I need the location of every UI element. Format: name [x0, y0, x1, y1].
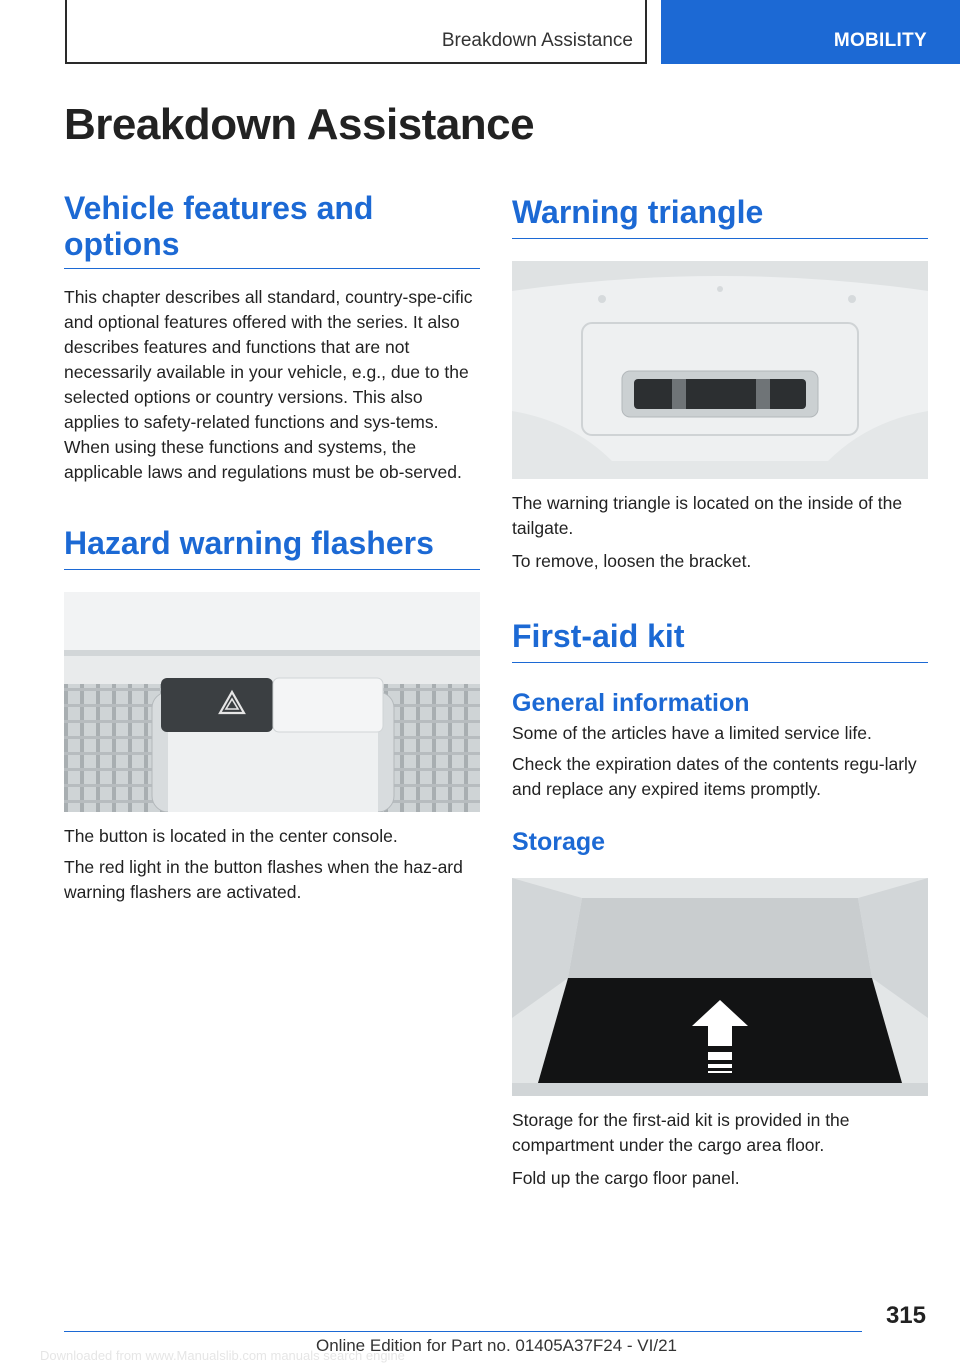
right-column — [512, 194, 928, 1191]
hazard-button-image — [64, 592, 480, 812]
vehicle-features-heading: Vehicle features and options — [64, 190, 480, 269]
warning-triangle-image — [512, 261, 928, 479]
edition-footer: Online Edition for Part no. 01405A37F24 - VI/21 — [316, 1336, 678, 1355]
left-column — [64, 190, 480, 905]
first-aid-heading: First-aid kit — [512, 618, 928, 663]
tailgate-illustration — [512, 261, 928, 479]
storage-image — [512, 878, 928, 1096]
storage-text-2: Fold up the cargo floor panel. — [512, 1168, 740, 1188]
page-number: 315 — [885, 1302, 926, 1329]
header-chapter-label: MOBILITY — [833, 30, 927, 51]
center-console-illustration — [64, 592, 480, 812]
warning-triangle-location-text: The warning triangle is located on the inside of the tailgate. — [512, 493, 903, 538]
vehicle-features-body: This chapter describes all standard, country-spe‐cific and optional features offered with the series. It also describes features and functions that are not necessarily available in your vehicle, e.g., due to the selected options or country versions. This also applies to safety-related functions and sys‐tems. When using these functions and systems, the applicable laws and regulations must be ob‐served. — [64, 287, 473, 482]
general-information-text-1: Some of the articles have a limited service life. — [512, 723, 872, 743]
header-section-title: Breakdown Assistance — [441, 30, 633, 51]
page-title: Breakdown Assistance — [64, 100, 535, 149]
storage-text-1: Storage for the first-aid kit is provided in the compartment under the cargo area floor. — [512, 1110, 850, 1155]
general-information-text-2: Check the expiration dates of the contents regu‐larly and replace any expired items promptly. — [512, 754, 917, 799]
running-header — [65, 0, 647, 64]
footer-rule — [64, 1331, 862, 1332]
cargo-floor-illustration — [512, 878, 928, 1096]
hazard-light-text: The red light in the button flashes when the haz‐ard warning flashers are activated. — [64, 857, 463, 902]
storage-heading: Storage — [512, 828, 606, 856]
general-information-heading: General information — [512, 689, 750, 717]
header-chapter-tab[interactable] — [661, 0, 960, 64]
warning-triangle-remove-text: To remove, loosen the bracket. — [512, 551, 752, 571]
hazard-location-text: The button is located in the center console. — [64, 826, 398, 846]
hazard-heading: Hazard warning flashers — [64, 525, 480, 570]
warning-triangle-heading: Warning triangle — [512, 194, 928, 239]
watermark: Downloaded from www.Manualslib.com manuals search engine — [40, 1348, 405, 1363]
